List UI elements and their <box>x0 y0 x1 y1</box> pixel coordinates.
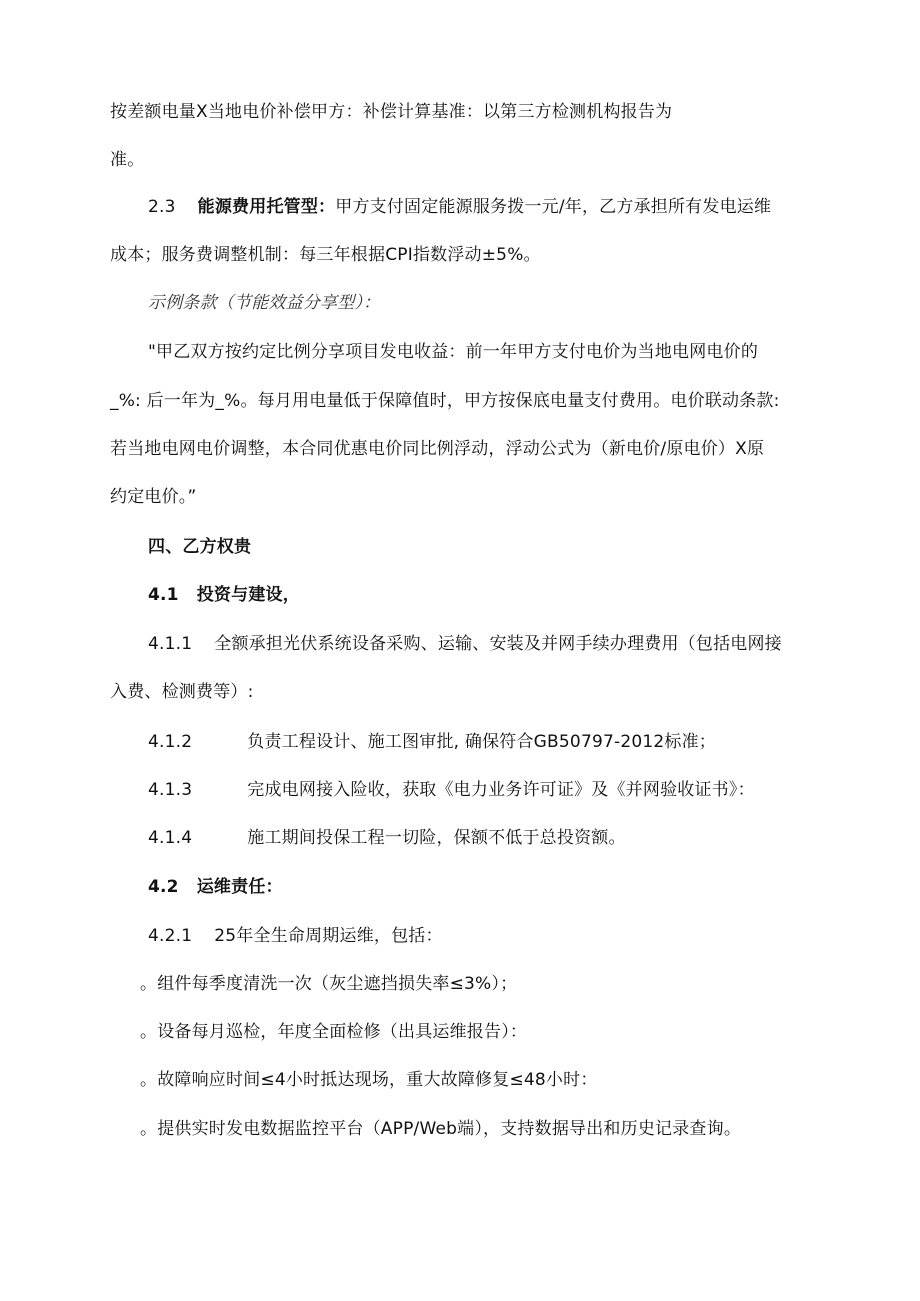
text-line: "甲乙双方按约定比例分享项目发电收益：前一年甲方支付电价为当地电网电价的 <box>148 342 759 362</box>
section-4-1-2 <box>148 730 716 754</box>
text-line: 若当地电网电价调整，本合同优惠电价同比例浮动，浮动公式为（新电价/原电价）X原 <box>110 439 765 459</box>
example-line-2 <box>110 389 780 413</box>
section-4-2-1 <box>148 924 443 948</box>
example-line-4 <box>110 485 197 509</box>
section-number: 4.1.1 <box>148 634 193 654</box>
list-item-text: 。组件每季度清洗一次（灰尘遮挡损失率≤3%）； <box>140 974 518 994</box>
list-item <box>140 972 517 996</box>
section-number: 2.3 <box>148 197 176 217</box>
text-line: 成本；服务费调整机制：每三年根据CPI指数浮动±5%。 <box>110 245 541 265</box>
list-item-text: 。提供实时发电数据监控平台（APP/Web端），支持数据导出和历史记录查询。 <box>140 1119 742 1139</box>
section-4-2 <box>148 875 283 899</box>
section-4-1 <box>148 583 300 607</box>
section-number: 4.2.1 <box>148 926 193 946</box>
paragraph-compensation <box>110 100 672 124</box>
section-text: 负责工程设计、施工图审批, 确保符合GB50797-2012标准； <box>247 732 716 752</box>
paragraph-compensation-cont <box>110 148 144 172</box>
heading-text: 四、乙方权贵 <box>148 537 252 557</box>
section-2-3-cont <box>110 243 541 267</box>
section-text: 全额承担光伏系统设备采购、运输、安装及并网手续办理费用（包括电网接 <box>214 634 782 654</box>
section-number: 4.1.2 <box>148 732 193 752</box>
section-text: 完成电网接入险收，获取《电力业务许可证》及《并网验收证书》： <box>247 780 755 800</box>
section-4-1-1-cont <box>110 680 254 704</box>
section-title: 运维责任： <box>196 877 283 897</box>
example-line-3 <box>110 437 764 461</box>
section-2-3 <box>148 195 771 219</box>
section-4-1-4 <box>148 826 626 850</box>
section-number: 4.1.4 <box>148 828 193 848</box>
list-item <box>140 1068 598 1092</box>
list-item-text: 。设备每月巡检，年度全面检修（出具运维报告）： <box>140 1022 528 1042</box>
section-number: 4.2 <box>148 877 179 897</box>
section-number: 4.1 <box>148 585 179 605</box>
list-item-text: 。故障响应时间≤4小时抵达现场，重大故障修复≤48小时： <box>140 1070 598 1090</box>
example-line-1 <box>148 340 758 364</box>
section-number: 4.1.3 <box>148 780 193 800</box>
text-line: 按差额电量X当地电价补偿甲方：补偿计算基准：以第三方检测机构报告为 <box>110 102 673 122</box>
text-line: 准。 <box>110 150 145 170</box>
section-title: 能源费用托管型： <box>197 197 336 217</box>
example-title <box>148 291 380 315</box>
text-line: 示例条款（节能效益分享型）： <box>148 293 381 313</box>
section-4-1-1 <box>148 632 782 656</box>
section-4-1-3 <box>148 778 755 802</box>
list-item <box>140 1117 741 1141</box>
text-line: 入费、检测费等）: <box>110 682 254 702</box>
section-text: 25年全生命周期运维，包括： <box>214 926 443 946</box>
section-text: 甲方支付固定能源服务拨一元/年，乙方承担所有发电运维 <box>335 197 772 217</box>
section-title: 投资与建设， <box>196 585 300 605</box>
text-line: _%: 后一年为_%。每月用电量低于保障值时，甲方按保底电量支付费用。电价联动条款: <box>110 391 780 411</box>
section-text: 施工期间投保工程一切险，保额不低于总投资额。 <box>247 828 626 848</box>
section-4-heading <box>148 535 251 559</box>
text-line: 约定电价。” <box>110 487 197 507</box>
list-item <box>140 1020 527 1044</box>
